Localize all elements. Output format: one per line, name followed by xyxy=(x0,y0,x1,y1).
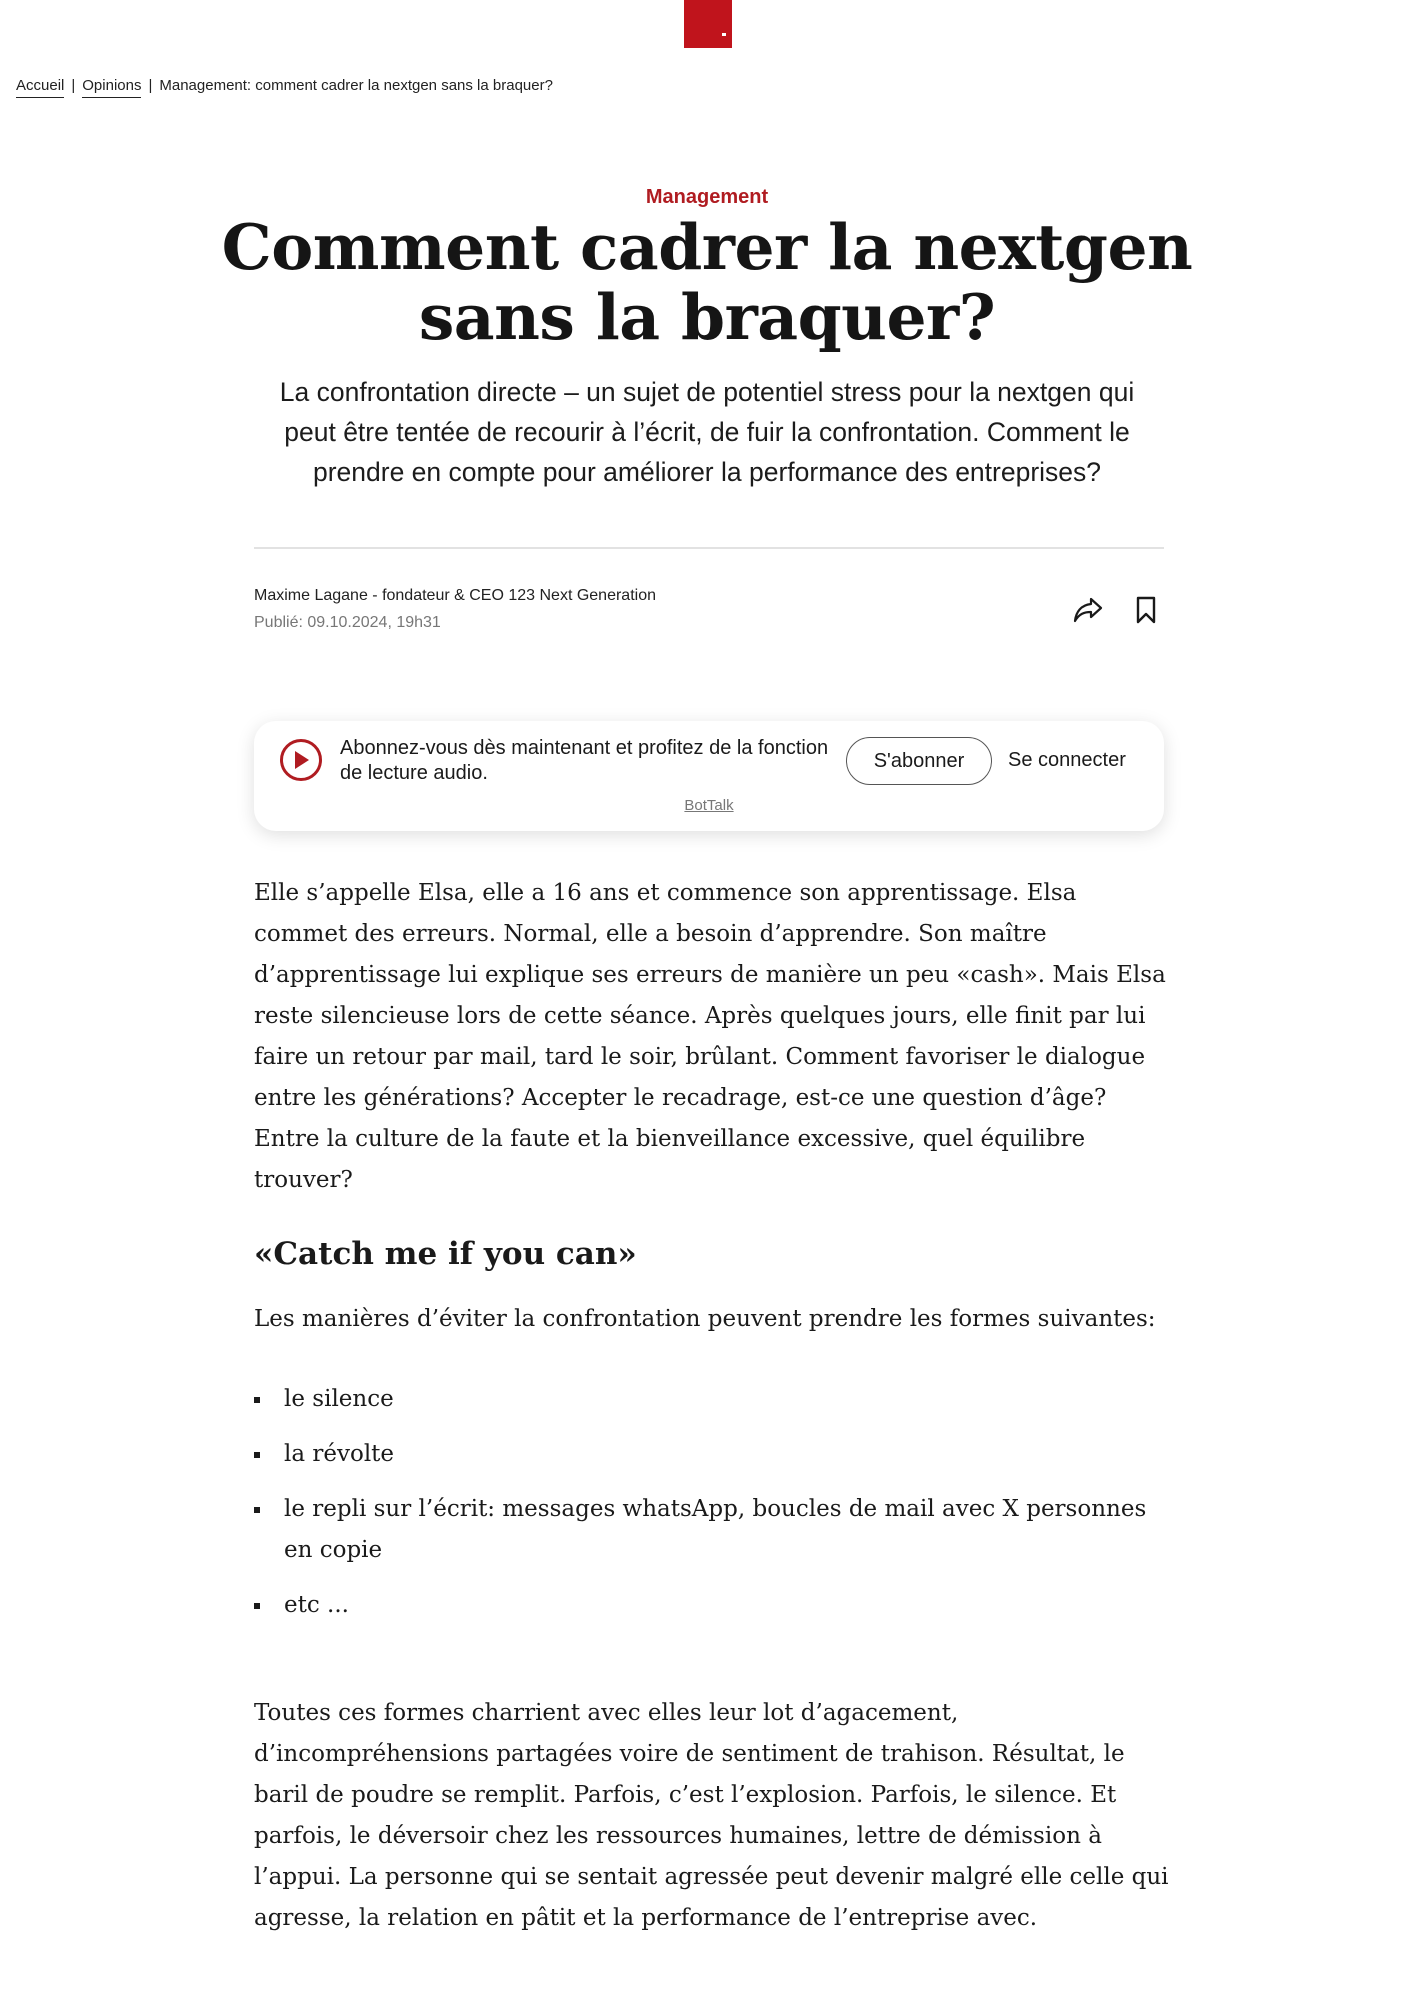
article-lead: La confrontation directe – un sujet de potentiel stress pour la nextgen qui peut être tentée de recourir à l’écrit, de fuir la confrontation. Comment le prendre en compte pour améliorer la performance des entreprises? xyxy=(279,377,1135,487)
list-item: la révolte xyxy=(254,1434,1170,1475)
breadcrumb-separator: | xyxy=(148,77,153,94)
brand-logo[interactable] xyxy=(684,0,732,48)
bookmark-button[interactable] xyxy=(1129,593,1163,627)
article-title: Comment cadrer la nextgen sans la braquer? xyxy=(221,210,1193,354)
list-item: le repli sur l’écrit: messages whatsApp, boucles de mail avec X personnes en copie xyxy=(254,1489,1170,1571)
play-icon xyxy=(292,750,310,770)
breadcrumb-current: Management: comment cadrer la nextgen sans la braquer? xyxy=(159,77,553,94)
list-item: etc ... xyxy=(254,1585,1170,1626)
breadcrumb-section-link[interactable]: Opinions xyxy=(82,77,141,98)
body-paragraph: Les manières d’éviter la confrontation peuvent prendre les formes suivantes: xyxy=(254,1306,1156,1332)
share-button[interactable] xyxy=(1071,593,1105,627)
body-paragraph: Toutes ces formes charrient avec elles leur lot d’agacement, d’incompréhensions partagées voire de sentiment de trahison. Résultat, le baril de poudre se remplit. Parfois, c’est l’explosion. Parfois, le silence. Et parfois, le déversoir chez les ressources humaines, lettre de démission à l’appui. La personne qui se sentait agressée peut devenir malgré elle celle qui agresse, la relation en pâtit et la performance de l’entreprise avec. xyxy=(254,1700,1169,1931)
breadcrumb xyxy=(16,77,553,94)
subscribe-button[interactable]: S'abonner xyxy=(846,737,992,785)
bookmark-icon xyxy=(1135,596,1157,624)
breadcrumb-home-link[interactable]: Accueil xyxy=(16,77,64,98)
body-paragraph: Elle s’appelle Elsa, elle a 16 ans et commence son apprentissage. Elsa commet des erreurs. Normal, elle a besoin d’apprendre. Son maître d’apprentissage lui explique ses erreurs de manière un peu «cash». Mais Elsa reste silencieuse lors de cette séance. Après quelques jours, elle finit par lui faire un retour par mail, tard le soir, brûlant. Comment favoriser le dialogue entre les générations? Accepter le recadrage, est-ce une question d’âge? Entre la culture de la faute et la bienveillance excessive, quel équilibre trouver? xyxy=(254,880,1166,1193)
list-item: le silence xyxy=(254,1379,1170,1420)
breadcrumb-separator: | xyxy=(71,77,76,94)
audio-provider xyxy=(254,797,1164,814)
login-link[interactable]: Se connecter xyxy=(1008,749,1126,771)
share-icon xyxy=(1073,596,1103,624)
bottalk-link[interactable]: BotTalk xyxy=(684,797,734,814)
article-author: Maxime Lagane - fondateur & CEO 123 Next Generation xyxy=(254,587,656,604)
play-button[interactable] xyxy=(280,739,322,781)
audio-promo-text: Abonnez-vous dès maintenant et profitez de la fonction de lecture audio. xyxy=(340,737,829,784)
divider xyxy=(254,547,1164,549)
audio-player-promo xyxy=(254,721,1164,831)
article-kicker[interactable]: Management xyxy=(645,186,769,208)
bullet-list xyxy=(254,1379,1170,1640)
section-heading: «Catch me if you can» xyxy=(254,1236,637,1272)
publish-date: Publié: 09.10.2024, 19h31 xyxy=(254,614,441,631)
